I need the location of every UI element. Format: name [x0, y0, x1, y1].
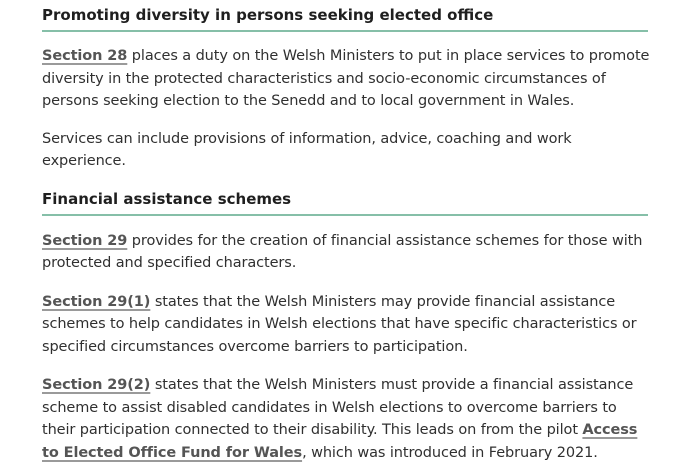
paragraph-section-29-2: [42, 374, 652, 464]
paragraph-section-29: [42, 230, 652, 275]
section-28-link[interactable]: Section 28: [42, 48, 128, 64]
paragraph-section-28: [42, 45, 652, 113]
section-29-1-link[interactable]: Section 29(1): [42, 293, 151, 310]
paragraph-text-after: , which was introduced in February 2021.: [302, 444, 598, 461]
section-heading-financial-assistance: Financial assistance schemes: [42, 189, 648, 216]
section-29-link[interactable]: Section 29: [42, 232, 128, 249]
section-heading-diversity: Promoting diversity in persons seeking elected office: [42, 0, 648, 32]
paragraph-text: provides for the creation of financial assistance schemes for those with protected and specified characters.: [42, 232, 643, 271]
paragraph-text: states that the Welsh Ministers may provide financial assistance schemes to help candidates in Welsh elections that have specific characteristics or specified circumstances overcome barriers to participation.: [42, 293, 637, 355]
paragraph-text: Services can include provisions of information, advice, coaching and work experience.: [42, 130, 572, 169]
paragraph-text: states that the Welsh Ministers must provide a financial assistance scheme to assist disabled candidates in Welsh elections to overcome barriers to their participation connected to their disability. This leads on from the pilot: [42, 377, 634, 438]
paragraph-section-29-1: [42, 291, 652, 359]
access-to-elected-office-fund-link[interactable]: Access to Elected Office Fund for Wales: [42, 422, 638, 461]
paragraph-services: [42, 128, 652, 173]
paragraph-text: places a duty on the Welsh Ministers to put in place services to promote diversity in the protected characteristics and socio-economic circumstances of persons seeking election to the Senedd and to local government in Wales.: [42, 48, 650, 109]
section-29-2-link[interactable]: Section 29(2): [42, 377, 151, 393]
